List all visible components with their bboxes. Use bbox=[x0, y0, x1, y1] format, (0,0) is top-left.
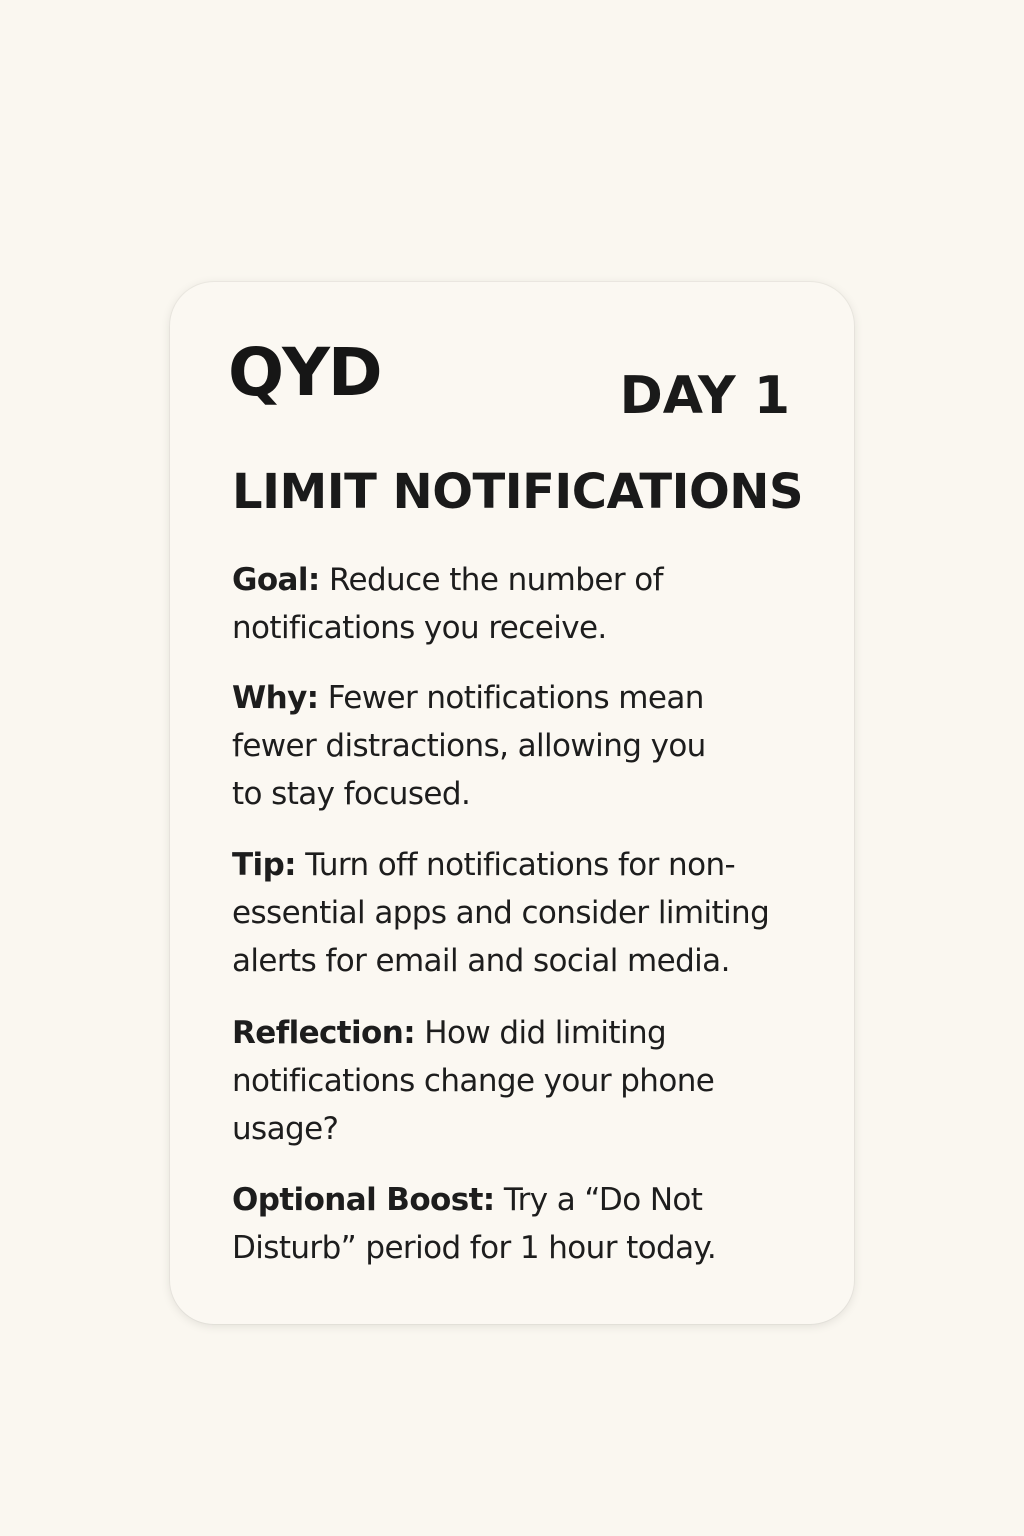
reflection-line-1 bbox=[232, 1009, 812, 1057]
why-line-1 bbox=[232, 674, 812, 722]
boost-text-1: Try a “Do Not bbox=[494, 1182, 703, 1218]
tip-text-2: essential apps and consider limiting bbox=[232, 895, 770, 931]
goal-text-1: Reduce the number of bbox=[319, 562, 663, 598]
goal-section bbox=[232, 556, 812, 652]
goal-label: Goal: bbox=[232, 562, 320, 598]
tip-section bbox=[232, 841, 812, 985]
why-text-2: fewer distractions, allowing you bbox=[232, 728, 706, 764]
tip-label: Tip: bbox=[232, 847, 296, 883]
why-text-3: to stay focused. bbox=[232, 776, 471, 812]
goal-line-1 bbox=[232, 556, 812, 604]
boost-text-2: Disturb” period for 1 hour today. bbox=[232, 1230, 717, 1266]
why-label: Why: bbox=[232, 680, 319, 716]
card-title: LIMIT NOTIFICATIONS bbox=[232, 464, 804, 520]
challenge-card bbox=[170, 282, 854, 1324]
goal-text-2: notifications you receive. bbox=[232, 610, 607, 646]
why-section bbox=[232, 674, 812, 818]
boost-label: Optional Boost: bbox=[232, 1182, 495, 1218]
tip-line-1 bbox=[232, 841, 812, 889]
tip-text-1: Turn off notifications for non- bbox=[295, 847, 736, 883]
optional-boost-section bbox=[232, 1176, 812, 1272]
tip-text-3: alerts for email and social media. bbox=[232, 943, 730, 979]
reflection-label: Reflection: bbox=[232, 1015, 416, 1051]
reflection-text-2: notifications change your phone bbox=[232, 1063, 715, 1099]
reflection-text-3: usage? bbox=[232, 1111, 339, 1147]
reflection-text-1: How did limiting bbox=[415, 1015, 667, 1051]
reflection-section bbox=[232, 1009, 812, 1153]
brand-logo: QYD bbox=[228, 334, 381, 411]
why-text-1: Fewer notifications mean bbox=[318, 680, 704, 716]
day-label: DAY 1 bbox=[619, 366, 790, 426]
boost-line-1 bbox=[232, 1176, 812, 1224]
